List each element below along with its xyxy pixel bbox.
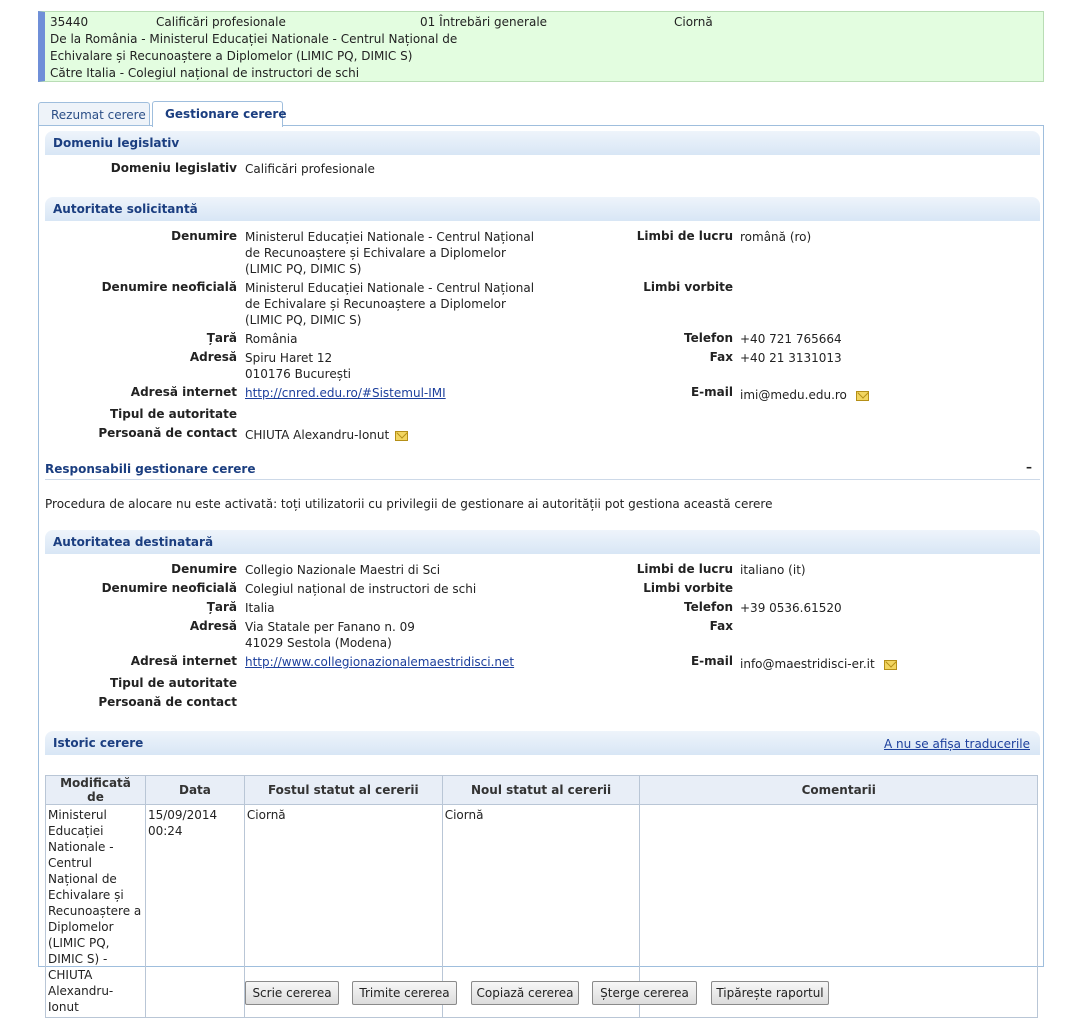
request-id: 35440	[50, 15, 89, 29]
cell-comment	[640, 805, 1038, 1018]
req-address-line2: 010176 București	[245, 367, 352, 381]
section-legislative-domain	[45, 131, 1040, 155]
rcv-work-lang-value: italiano (it)	[740, 563, 806, 577]
req-contact-label: Persoană de contact	[98, 426, 237, 440]
tab-manage-request[interactable]: Gestionare cerere	[152, 101, 283, 127]
column-header-comments[interactable]: Comentarii	[640, 776, 1038, 805]
req-name-label: Denumire	[171, 229, 237, 243]
section-request-history	[45, 731, 1040, 755]
req-phone-value: +40 721 765664	[740, 332, 842, 346]
request-domain: Calificări profesionale	[156, 15, 286, 29]
section-requesting-authority	[45, 197, 1040, 221]
req-address-label: Adresă	[189, 350, 237, 364]
request-summary-box	[38, 11, 1044, 82]
req-contact-name: CHIUTA Alexandru-Ionut	[245, 428, 390, 442]
rcv-address-label: Adresă	[189, 619, 237, 633]
summary-row	[50, 14, 1037, 31]
column-header-date[interactable]: Data	[145, 776, 244, 805]
section-title: Domeniu legislativ	[53, 136, 180, 150]
rcv-email-value	[740, 656, 897, 672]
section-title: Istoric cerere	[53, 736, 144, 750]
cell-old-status: Ciornă	[244, 805, 442, 1018]
req-phone-label: Telefon	[684, 331, 733, 345]
mail-icon[interactable]	[884, 660, 897, 670]
req-work-lang-value: română (ro)	[740, 230, 812, 244]
req-email-label: E-mail	[690, 385, 733, 399]
column-header-new-status[interactable]: Noul statut al cererii	[442, 776, 640, 805]
rcv-web-link[interactable]: http://www.collegionazionalemaestridisci.net	[245, 655, 515, 669]
rcv-country-label: Țară	[206, 600, 237, 614]
write-request-button[interactable]: Scrie cererea	[245, 981, 339, 1005]
rcv-phone-label: Telefon	[684, 600, 733, 614]
rcv-fax-label: Fax	[709, 619, 733, 633]
section-title: Responsabili gestionare cerere	[45, 462, 256, 476]
rcv-name-value: Collegio Nazionale Maestri di Sci	[245, 563, 441, 577]
rcv-address-line2: 41029 Sestola (Modena)	[245, 636, 392, 650]
req-country-value: România	[245, 332, 298, 346]
rcv-unofficial-value: Colegiul național de instructori de schi	[245, 582, 477, 596]
req-work-lang-label: Limbi de lucru	[636, 229, 733, 243]
req-country-label: Țară	[206, 331, 237, 345]
cell-new-status: Ciornă	[442, 805, 640, 1018]
req-email-value	[740, 387, 869, 403]
column-header-old-status[interactable]: Fostul statut al cererii	[244, 776, 442, 805]
rcv-phone-value: +39 0536.61520	[740, 601, 842, 615]
send-request-button[interactable]: Trimite cererea	[352, 981, 457, 1005]
legislative-domain-label: Domeniu legislativ	[110, 161, 237, 175]
rcv-web-label: Adresă internet	[130, 654, 237, 668]
req-address-line1: Spiru Haret 12	[245, 351, 333, 365]
section-request-handlers	[45, 460, 1040, 480]
rcv-spoken-label: Limbi vorbite	[643, 581, 733, 595]
rcv-address-line1: Via Statale per Fanano n. 09	[245, 620, 415, 634]
collapse-toggle[interactable]: –	[1026, 460, 1032, 474]
cell-date: 15/09/2014 00:24	[145, 805, 244, 1018]
req-contact-value	[245, 427, 408, 443]
req-fax-label: Fax	[709, 350, 733, 364]
to-line: Către Italia - Colegiul național de instructori de schi	[50, 66, 360, 80]
cell-modified-by: Ministerul Educației Nationale - Centrul Național de Echivalare și Recunoaștere a Diplomelor (LIMIC PQ, DIMIC S) - CHIUTA Alexandru-Ionut	[46, 805, 146, 1018]
mail-icon[interactable]	[395, 431, 408, 441]
rcv-unofficial-label: Denumire neoficială	[101, 581, 237, 595]
rcv-country-value: Italia	[245, 601, 275, 615]
rcv-email-label: E-mail	[690, 654, 733, 668]
legislative-domain-value: Calificări profesionale	[245, 162, 375, 176]
req-web-label: Adresă internet	[130, 385, 237, 399]
req-unofficial-label: Denumire neoficială	[101, 280, 237, 294]
delete-request-button[interactable]: Șterge cererea	[592, 981, 697, 1005]
rcv-type-label: Tipul de autoritate	[110, 676, 237, 690]
req-unofficial-value: Ministerul Educației Nationale - Centrul Național de Echivalare și Recunoaștere a Diplomelor (LIMIC PQ, DIMIC S)	[245, 281, 535, 327]
tab-summary[interactable]: Rezumat cerere	[38, 102, 150, 126]
req-spoken-label: Limbi vorbite	[643, 280, 733, 294]
from-line-1: De la România - Ministerul Educației Nationale - Centrul Național de	[50, 32, 458, 46]
print-report-button[interactable]: Tipărește raportul	[711, 981, 829, 1005]
from-line-2: Echivalare și Recunoaștere a Diplomelor (LIMIC PQ, DIMIC S)	[50, 49, 413, 63]
section-receiving-authority	[45, 530, 1040, 554]
request-question: 01 Întrebări generale	[420, 15, 548, 29]
mail-icon[interactable]	[856, 391, 869, 401]
section-title: Autoritate solicitantă	[53, 202, 198, 216]
section-title: Autoritatea destinatară	[53, 535, 214, 549]
table-header-row	[46, 776, 1038, 805]
req-email-address: imi@medu.edu.ro	[740, 388, 847, 402]
rcv-contact-label: Persoană de contact	[98, 695, 237, 709]
rcv-email-address: info@maestridisci-er.it	[740, 657, 875, 671]
hide-translations-link[interactable]: A nu se afișa traducerile	[883, 737, 1030, 751]
req-type-label: Tipul de autoritate	[110, 407, 237, 421]
req-web-link[interactable]: http://cnred.edu.ro/#Sistemul-IMI	[245, 386, 446, 400]
req-fax-value: +40 21 3131013	[740, 351, 842, 365]
rcv-name-label: Denumire	[171, 562, 237, 576]
handlers-info-text: Procedura de alocare nu este activată: toți utilizatorii cu privilegii de gestionare ai autorității pot gestiona această cerere	[45, 497, 773, 511]
request-status: Ciornă	[674, 15, 713, 29]
rcv-work-lang-label: Limbi de lucru	[636, 562, 733, 576]
copy-request-button[interactable]: Copiază cererea	[471, 981, 579, 1005]
req-name-value: Ministerul Educației Nationale - Centrul Național de Recunoaștere și Echivalare a Diplomelor (LIMIC PQ, DIMIC S)	[245, 230, 535, 276]
column-header-modified-by[interactable]: Modificată de	[46, 776, 146, 805]
